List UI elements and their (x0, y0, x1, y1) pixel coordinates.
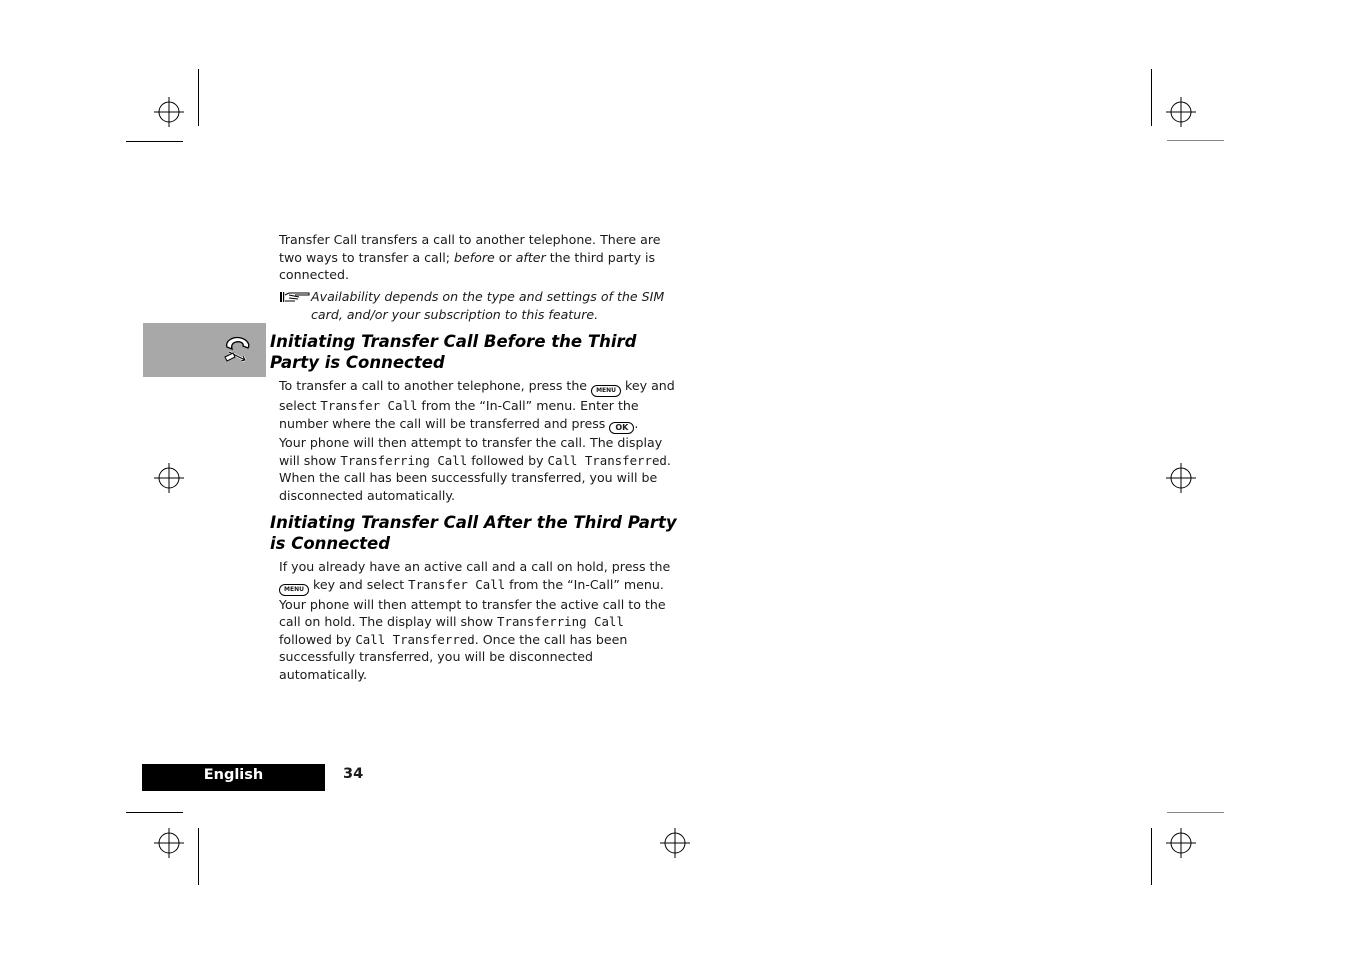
page-number: 34 (343, 766, 364, 782)
section-tab (143, 323, 266, 377)
note-text: Availability depends on the type and settings of the SIM card, and/or your subscription to this feature. (311, 289, 665, 322)
section1-paragraph-1 (279, 377, 679, 434)
registration-mark-icon (1166, 828, 1196, 858)
intro-text: the third party is connected. (279, 249, 656, 283)
display-text-call-transferred: Call Transferred (355, 631, 475, 647)
registration-mark-icon (1166, 97, 1196, 127)
body-text: Your phone will then attempt to transfer the call. The display will show (279, 435, 663, 468)
section-heading-before: Initiating Transfer Call Before the Third Party is Connected (270, 332, 637, 372)
crop-mark (126, 141, 183, 142)
intro-text: Transfer Call transfers a call to another telephone. There are two ways to transfer a call; (279, 232, 661, 265)
body-text: To transfer a call to another telephone, press the (279, 378, 592, 393)
body-text: . (634, 415, 639, 431)
crop-mark (1151, 69, 1152, 126)
display-text-transferring-call: Transferring Call (497, 614, 624, 630)
section-heading-after: Initiating Transfer Call After the Third Party is Connected (270, 513, 677, 553)
body-text: followed by (279, 631, 356, 647)
display-text-transfer-call: Transfer Call (408, 576, 506, 592)
section2-paragraph-1 (279, 558, 679, 684)
crop-mark (198, 69, 199, 126)
intro-text: or (494, 249, 516, 265)
crop-mark (198, 828, 199, 885)
body-text: from the “In-Call” menu. Your phone will then attempt to transfer the active call to the call on hold. The display will show (279, 576, 666, 630)
footer-language: English (203, 767, 264, 783)
crop-mark (126, 812, 183, 813)
body-text: key and select (308, 576, 409, 592)
intro-emphasis-after: after (515, 249, 546, 265)
display-text-transferring-call: Transferring Call (340, 452, 468, 468)
display-text-transfer-call: Transfer Call (320, 398, 418, 413)
display-text-call-transferred: Call Transferred (547, 452, 667, 468)
body-text: key and select (279, 378, 675, 413)
registration-mark-icon (154, 463, 184, 493)
call-transfer-icon (221, 333, 255, 365)
crop-mark (1151, 828, 1152, 885)
registration-mark-icon (154, 828, 184, 858)
registration-mark-icon (660, 828, 690, 858)
menu-key-icon: MENU (591, 385, 621, 397)
body-text: If you already have an active call and a call on hold, press the (279, 559, 671, 574)
crop-mark (1167, 140, 1224, 141)
section1-paragraph-2 (279, 434, 679, 504)
menu-key-icon: MENU (279, 584, 309, 596)
body-text: . Once the call has been successfully transferred, you will be disconnected automatically. (279, 631, 628, 682)
crop-mark (1167, 812, 1224, 813)
pointing-hand-note-icon (279, 290, 311, 304)
body-text: . When the call has been successfully transferred, you will be disconnected automatically. (279, 452, 671, 503)
intro-emphasis-before: before (453, 249, 495, 265)
body-text: followed by (467, 452, 548, 468)
intro-paragraph (279, 231, 679, 284)
footer-language-bar (142, 764, 325, 791)
body-text: from the “In-Call” menu. Enter the number where the call will be transferred and press (279, 398, 639, 431)
ok-key-icon: OK (609, 422, 634, 434)
registration-mark-icon (1166, 463, 1196, 493)
registration-mark-icon (154, 97, 184, 127)
